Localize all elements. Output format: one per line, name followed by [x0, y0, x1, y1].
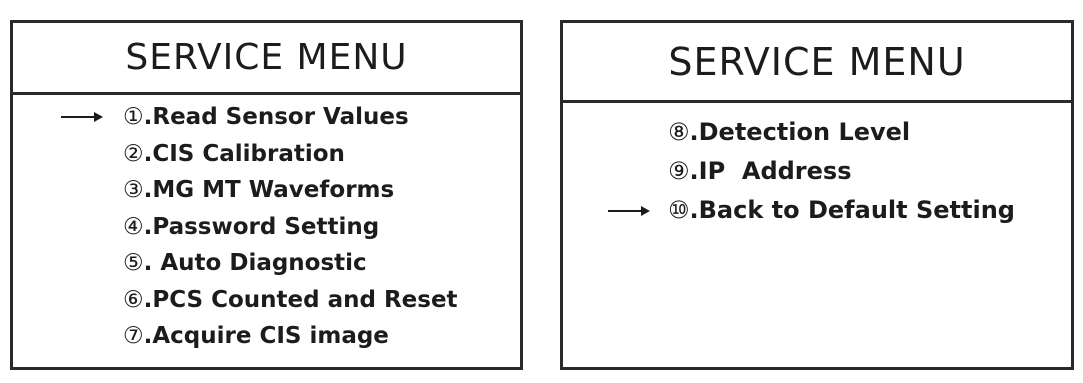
item-number-badge: ⑨ — [668, 157, 690, 185]
menu-item-label: .Detection Level — [689, 118, 911, 146]
menu-item-label: .Acquire CIS image — [143, 323, 389, 349]
selector-arrow-icon — [608, 210, 648, 212]
item-number-badge: ⑩ — [668, 196, 690, 224]
item-number-badge: ⑤ — [123, 250, 144, 276]
menu-item-ip-address[interactable] — [668, 152, 1015, 191]
item-number-badge: ④ — [123, 213, 144, 240]
item-number-badge: ⑧ — [668, 118, 690, 146]
menu-item-label: .Read Sensor Values — [143, 104, 409, 130]
menu-item-label: .IP Address — [689, 157, 852, 185]
menu-item-auto-diagnostic[interactable] — [123, 245, 458, 282]
menu-item-label: .Password Setting — [143, 213, 380, 240]
menu-item-acquire-cis-image[interactable] — [123, 318, 458, 355]
item-number-badge: ⑥ — [123, 286, 144, 313]
menu-item-cis-calibration[interactable] — [123, 136, 458, 173]
item-number-badge: ① — [123, 104, 144, 130]
menu-item-pcs-counted-and-reset[interactable] — [123, 282, 458, 319]
menu-list — [123, 99, 458, 355]
menu-item-read-sensor-values[interactable] — [123, 99, 458, 136]
menu-item-back-to-default-setting[interactable] — [668, 191, 1015, 230]
menu-item-mg-mt-waveforms[interactable] — [123, 172, 458, 209]
menu-title: SERVICE MENU — [563, 23, 1071, 103]
menu-item-label: .CIS Calibration — [143, 140, 345, 167]
item-number-badge: ② — [123, 140, 144, 167]
menu-item-detection-level[interactable] — [668, 113, 1015, 152]
selector-arrow-icon — [61, 116, 101, 118]
item-number-badge: ③ — [123, 177, 144, 203]
menu-item-label: .MG MT Waveforms — [143, 177, 395, 203]
menu-item-label: . Auto Diagnostic — [143, 250, 367, 276]
service-menu-panel-right — [560, 20, 1074, 370]
menu-item-label: .Back to Default Setting — [689, 196, 1015, 224]
menu-list — [668, 113, 1015, 230]
menu-item-password-setting[interactable] — [123, 209, 458, 246]
service-menu-panel-left — [10, 20, 523, 370]
menu-title: SERVICE MENU — [13, 23, 520, 95]
menu-item-label: .PCS Counted and Reset — [143, 286, 458, 313]
item-number-badge: ⑦ — [123, 323, 144, 349]
